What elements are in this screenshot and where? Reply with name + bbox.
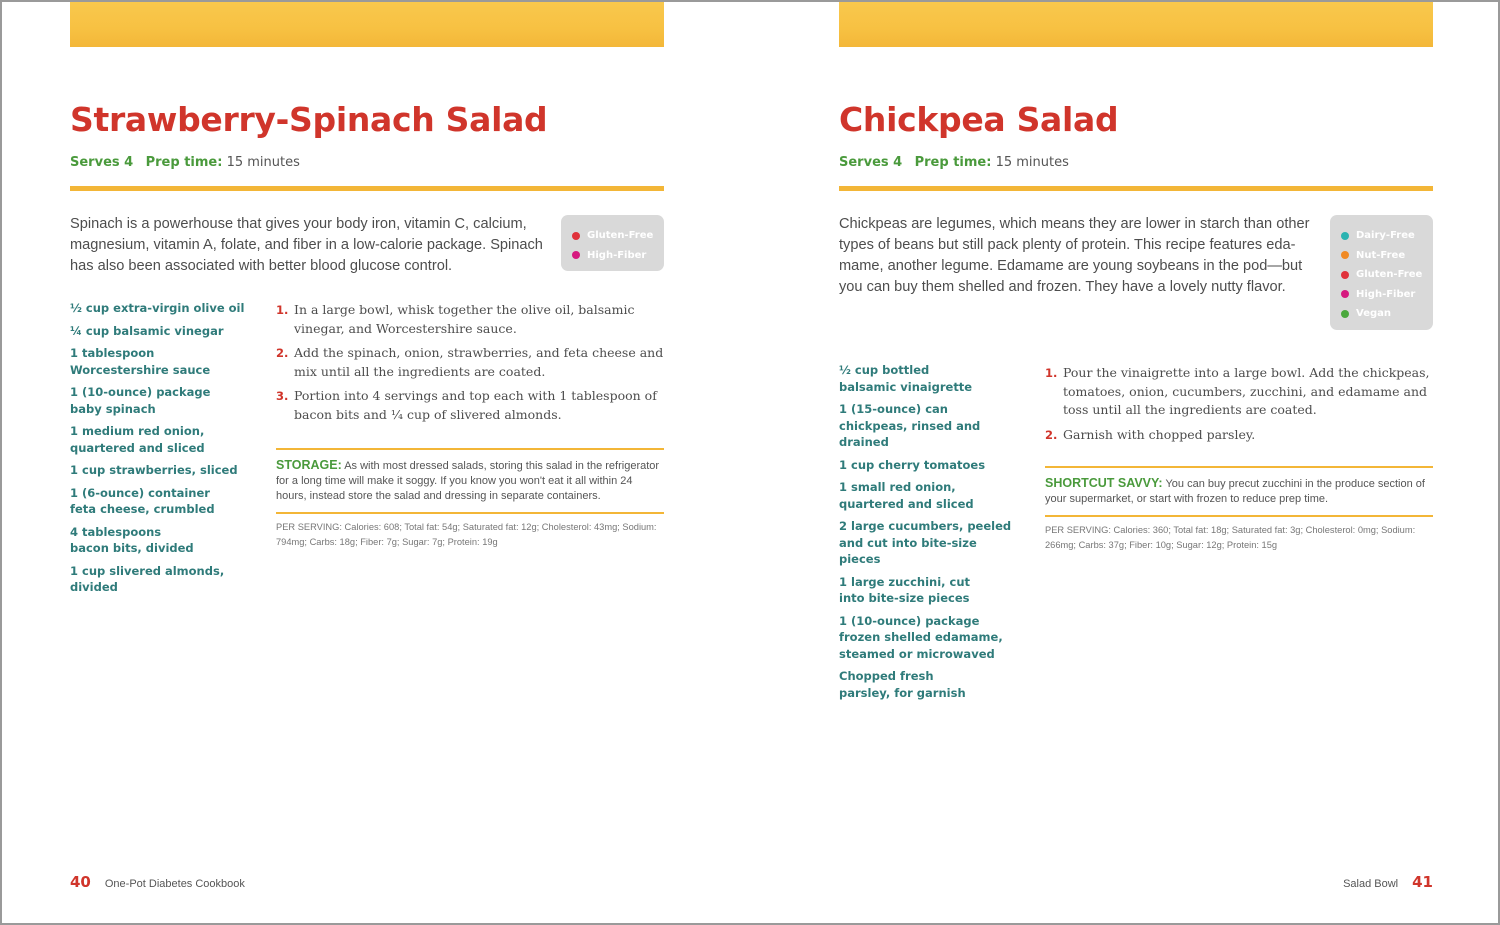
recipe-meta (70, 155, 300, 170)
running-head: One-Pot Diabetes Cookbook (104, 878, 245, 890)
intro-line: mame, another legume. Edamame are young soybeans in the pod—but (839, 258, 1303, 274)
ingredient-item: 1 medium red onion, quartered and sliced (70, 424, 205, 455)
diet-tags-box (561, 215, 664, 271)
ingredient-item: 1 cup strawberries, sliced (70, 463, 238, 477)
ingredient-item: 1 large zucchini, cut into bite-size pieces (839, 574, 971, 605)
intro-line: magnesium, vitamin A, folate, and fiber in a low-calorie package. Spinach (70, 237, 543, 253)
recipe-meta (839, 155, 1069, 170)
tag-label: Nut-Free (1356, 249, 1406, 261)
divider-rule (839, 186, 1433, 191)
ingredient-item: 1 cup slivered almonds, divided (70, 563, 225, 594)
divider-rule (70, 186, 664, 191)
recipe-intro (839, 214, 1309, 298)
tag-dot-icon (1341, 271, 1349, 279)
page-footer (1343, 873, 1433, 891)
ingredient-item: 1 (10-ounce) package frozen shelled edamame, steamed or microwaved (839, 613, 1003, 661)
ingredient-item: 1 (10-ounce) package baby spinach (70, 385, 211, 416)
step-number: 1. (1045, 366, 1058, 380)
intro-line: Spinach is a powerhouse that gives your body iron, vitamin C, calcium, (70, 216, 527, 232)
ingredient-item: 4 tablespoons bacon bits, divided (70, 524, 194, 555)
step-text: In a large bowl, whisk together the olive oil, balsamic vinegar, and Worcestershire sauce. (294, 302, 635, 336)
tag-label: Gluten-Free (587, 230, 654, 242)
ingredient-item: Chopped fresh parsley, for garnish (839, 669, 966, 700)
nutrition-info: PER SERVING: Calories: 608; Total fat: 54g; Saturated fat: 12g; Cholesterol: 43mg; Sodium: 794mg; Carbs: 18g; Fiber: 7g; Sugar: 7g; Protein: 19g (276, 522, 657, 547)
page-number: 40 (70, 873, 91, 891)
serves-label: Serves 4 (839, 155, 903, 170)
direction-step (276, 387, 664, 424)
ingredient-item: 2 large cucumbers, peeled and cut into bite-size pieces (839, 519, 1012, 566)
tag-dot-icon (1341, 251, 1349, 259)
tag-dot-icon (1341, 310, 1349, 318)
diet-tag (1341, 304, 1433, 324)
direction-step (276, 344, 664, 381)
top-banner (70, 2, 664, 47)
shortcut-note (1045, 466, 1433, 517)
tag-label: High-Fiber (587, 249, 647, 261)
diet-tag (572, 246, 664, 266)
step-text: Portion into 4 servings and top each with 1 tablespoon of bacon bits and ¼ cup of slivered almonds. (294, 388, 657, 422)
note-heading: SHORTCUT SAVVY: (1045, 476, 1163, 490)
step-text: Pour the vinaigrette into a large bowl. Add the chickpeas, tomatoes, onion, cucumbers, zucchini, and edamame and toss until all the ingredients are coated. (1063, 365, 1430, 417)
ingredient-item: ½ cup extra-virgin olive oil (70, 301, 245, 315)
note-heading: STORAGE: (276, 458, 342, 472)
top-banner (839, 2, 1433, 47)
ingredient-item: 1 cup cherry tomatoes (839, 457, 986, 472)
intro-line: types of beans but still pack plenty of protein. This recipe features eda- (839, 237, 1296, 253)
ingredient-list (70, 300, 260, 602)
running-head: Salad Bowl (1343, 878, 1399, 890)
ingredient-list (839, 362, 1019, 707)
diet-tag (1341, 285, 1433, 305)
intro-line: has also been associated with better blood glucose control. (70, 258, 453, 274)
diet-tags-box (1330, 215, 1433, 330)
prep-label: Prep time: (145, 155, 223, 170)
ingredient-item: 1 (6-ounce) container feta cheese, crumbled (70, 485, 215, 516)
step-number: 3. (276, 389, 289, 403)
intro-line: you can buy them shelled and frozen. They have a lovely nutty flavor. (839, 279, 1286, 295)
diet-tag (1341, 246, 1433, 266)
storage-note (276, 448, 664, 514)
recipe-title: Strawberry-Spinach Salad (70, 100, 548, 139)
step-number: 2. (276, 346, 289, 360)
note-text: As with most dressed salads, storing this salad in the refrigerator for a long time will make it soggy. If you know you won't eat it all within 24 hours, instead store the salad and dressing in separate containers. (276, 460, 660, 502)
prep-label: Prep time: (914, 155, 992, 170)
tag-dot-icon (572, 232, 580, 240)
tag-label: Vegan (1356, 308, 1391, 320)
page-footer (70, 873, 245, 891)
tag-dot-icon (572, 251, 580, 259)
note-text: You can buy precut zucchini in the produce section of your supermarket, or start with frozen to reduce prep time. (1045, 478, 1425, 505)
tag-dot-icon (1341, 232, 1349, 240)
left-page (70, 2, 664, 925)
ingredient-item: 1 tablespoon Worcestershire sauce (70, 346, 211, 377)
direction-step (276, 301, 664, 338)
step-text: Garnish with chopped parsley. (1063, 426, 1256, 442)
direction-step (1045, 426, 1433, 445)
diet-tag (1341, 226, 1433, 246)
serves-label: Serves 4 (70, 155, 134, 170)
step-text: Add the spinach, onion, strawberries, and feta cheese and mix until all the ingredients are coated. (294, 345, 664, 379)
step-number: 1. (276, 303, 289, 317)
intro-line: Chickpeas are legumes, which means they are lower in starch than other (839, 216, 1310, 232)
ingredient-item: 1 (15-ounce) can chickpeas, rinsed and drained (839, 402, 981, 449)
ingredient-item: 1 small red onion, quartered and sliced (839, 480, 974, 511)
tag-dot-icon (1341, 290, 1349, 298)
ingredient-item: ¼ cup balsamic vinegar (70, 323, 224, 338)
tag-label: High-Fiber (1356, 288, 1416, 300)
nutrition-info: PER SERVING: Calories: 360; Total fat: 18g; Saturated fat: 3g; Cholesterol: 0mg; Sodium: 266mg; Carbs: 37g; Fiber: 10g; Sugar: 12g; Protein: 15g (1045, 525, 1416, 550)
recipe-intro (70, 214, 543, 277)
step-number: 2. (1045, 427, 1058, 442)
direction-list (1045, 364, 1433, 450)
direction-step (1045, 364, 1433, 420)
recipe-title: Chickpea Salad (839, 100, 1119, 139)
tag-label: Dairy-Free (1356, 230, 1415, 242)
right-page (839, 2, 1433, 925)
ingredient-item: ½ cup bottled balsamic vinaigrette (839, 363, 973, 394)
tag-label: Gluten-Free (1356, 269, 1423, 281)
prep-value: 15 minutes (226, 155, 300, 170)
prep-value: 15 minutes (995, 155, 1069, 170)
direction-list (276, 301, 664, 430)
diet-tag (1341, 265, 1433, 285)
page-number: 41 (1412, 873, 1433, 891)
diet-tag (572, 226, 664, 246)
